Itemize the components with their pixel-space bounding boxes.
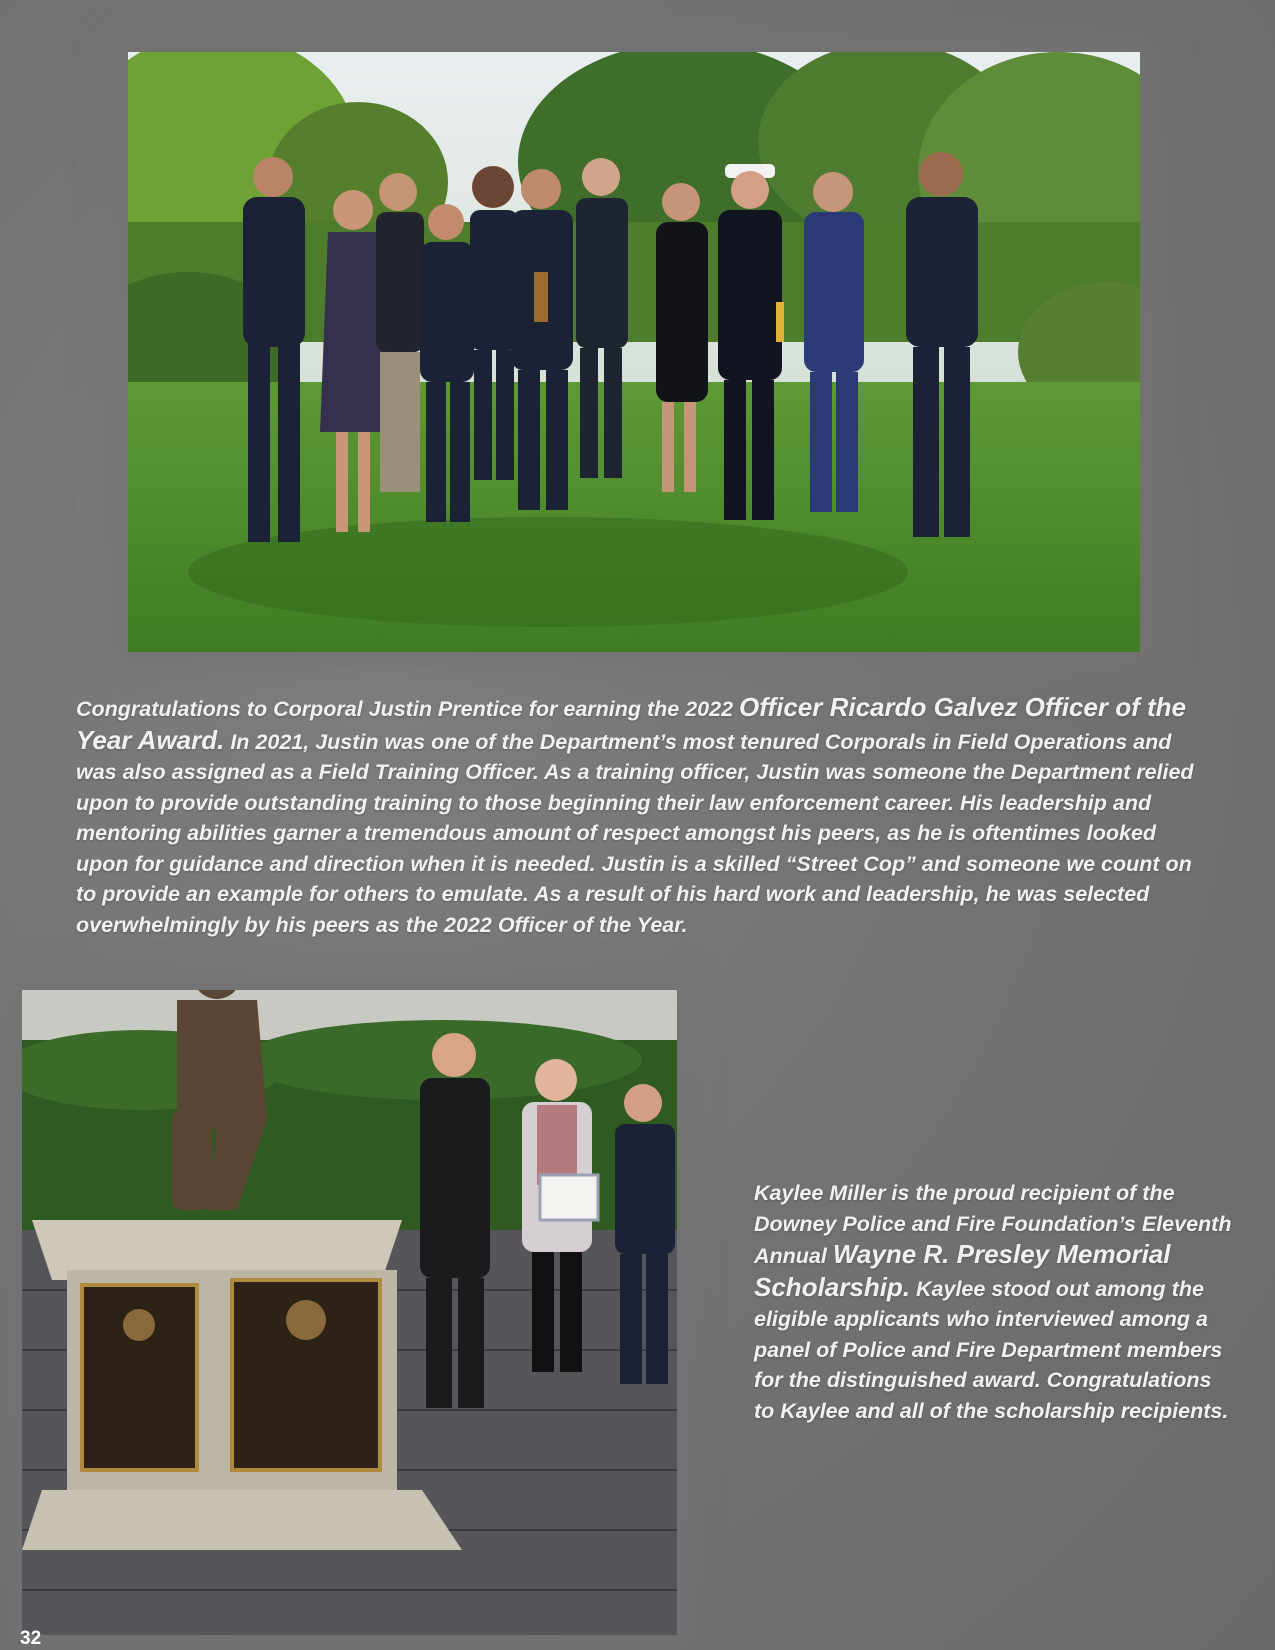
caption-intro: Congratulations to Corporal Justin Prentice for earning the 2022 — [76, 697, 740, 721]
caption-intro: Kaylee Miller is the proud recipient of the Downey Police and Fire Foundation’s Eleventh Annual — [754, 1181, 1232, 1268]
scholarship-caption — [754, 1178, 1234, 1426]
award-name: Officer Ricardo Galvez Officer of the Year Award. — [76, 692, 1186, 755]
memorial-photo — [22, 990, 677, 1635]
award-name: Wayne R. Presley Memorial Scholarship. — [754, 1239, 1171, 1302]
page-number: 32 — [20, 1628, 42, 1649]
group-photo — [128, 52, 1140, 652]
caption-body: Kaylee stood out among the eligible applicants who interviewed among a panel of Police and Fire Department members for the distinguished award. Congratulations to Kaylee and all of the scholarship recipients. — [754, 1276, 1229, 1423]
caption-body: In 2021, Justin was one of the Department’s most tenured Corporals in Field Operations and was also assigned as a Field Training Officer. As a training officer, Justin was someone the Department relied upon to provide outstanding training to those beginning their law enforcement career. His leadership and mentoring abilities garner a tremendous amount of respect amongst his peers, as he is oftentimes looked upon for guidance and direction when it is needed. Justin is a skilled “Street Cop” and someone we count on to provide an example for others to emulate. As a result of his hard work and leadership, he was selected overwhelmingly by his peers as the 2022 Officer of the Year. — [76, 729, 1194, 937]
officer-of-year-caption — [76, 692, 1196, 940]
